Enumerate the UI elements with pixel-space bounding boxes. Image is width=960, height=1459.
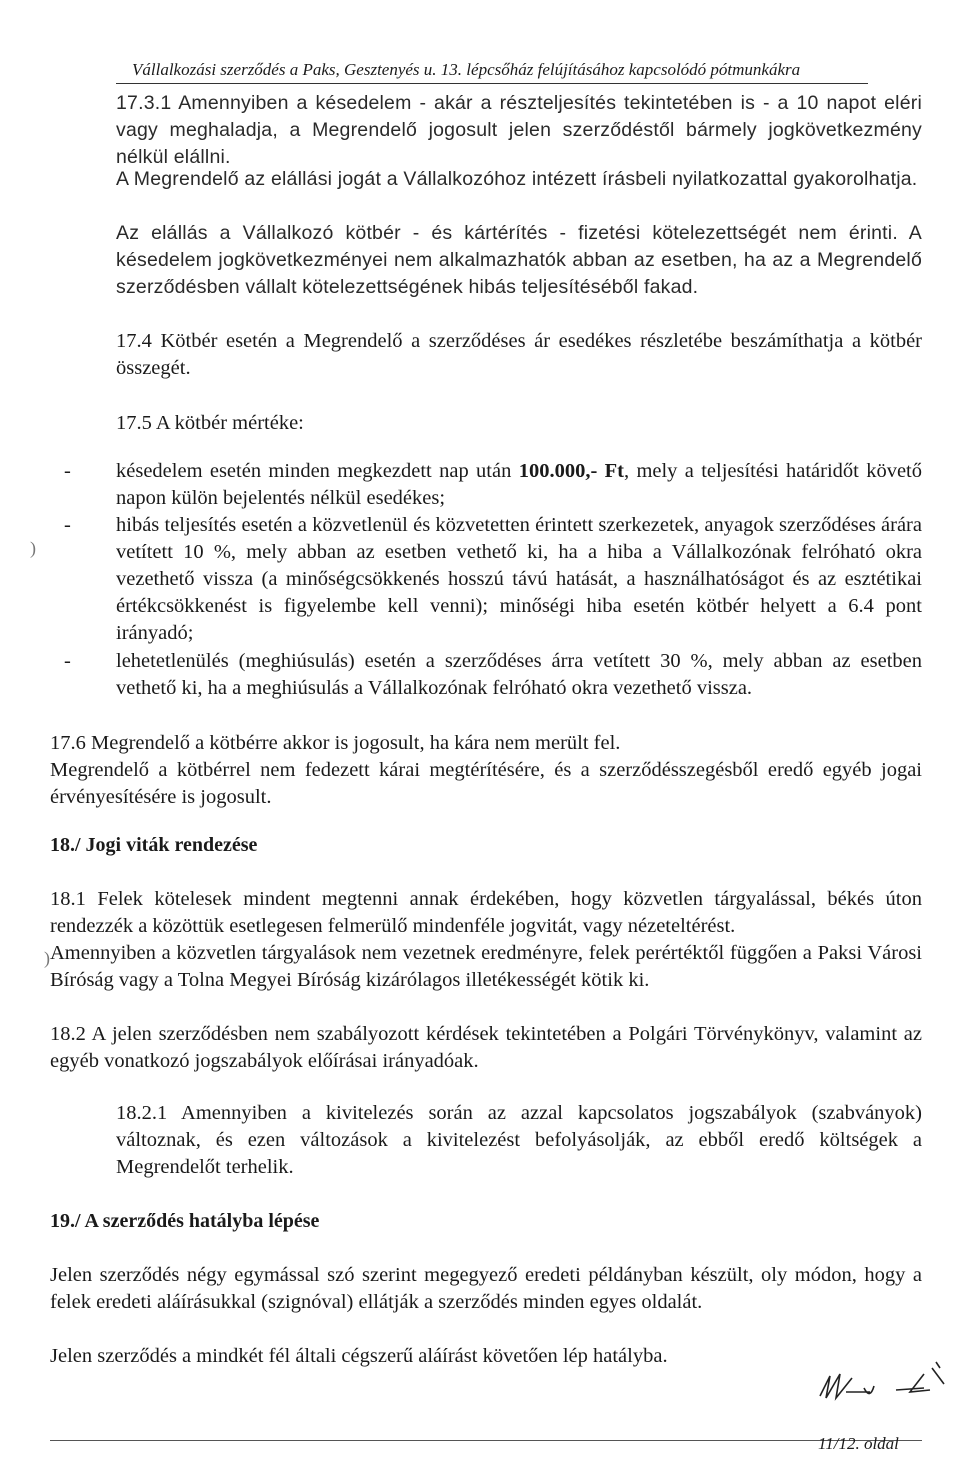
list-item-text: lehetetlenülés (meghiúsulás) esetén a szerződéses árra vetített 30 %, mely abban az esetben vethető ki, ha a meghiúsulás a Vállalkozónak felróható okra vezethető vissza. xyxy=(116,650,922,699)
section-heading-18: 18./ Jogi viták rendezése xyxy=(50,834,258,856)
paragraph-17-3-1: 17.3.1 Amennyiben a késedelem - akár a részteljesítés tekintetében is - a 10 napot eléri vagy meghaladja, a Megrendelő jogosult jelen szerződéstől bármely jogkövetkezmény nélkül elállni. xyxy=(116,92,922,168)
list-item-defective xyxy=(64,512,922,648)
page-header: Vállalkozási szerződés a Paks, Gesztenyés u. 13. lépcsőház felújításához kapcsolódó pótmunkákra xyxy=(132,60,801,79)
paragraph-17-3-1-effect: Az elállás a Vállalkozó kötbér - és kártérítés - fizetési kötelezettségét nem érinti. A késedelem jogkövetkezményei nem alkalmazhatók abban az esetben, ha az a Megrendelő szerződésben vállalt kötelezettségének hibás teljesítéséből fakad. xyxy=(116,222,922,298)
list-dash: - xyxy=(64,514,71,536)
section-heading-19: 19./ A szerződés hatályba lépése xyxy=(50,1210,320,1232)
list-dash: - xyxy=(64,650,71,672)
paragraph-17-4: 17.4 Kötbér esetén a Megrendelő a szerződéses ár esedékes részletébe beszámíthatja a kötbér összegét. xyxy=(116,330,922,379)
paragraph-18-2: 18.2 A jelen szerződésben nem szabályozott kérdések tekintetében a Polgári Törvénykönyv, valamint az egyéb vonatkozó jogszabályok előírásai irányadóak. xyxy=(50,1023,922,1072)
list-item-impossibility xyxy=(64,648,922,704)
paragraph-18-2-1: 18.2.1 Amennyiben a kivitelezés során az azzal kapcsolatos jogszabályok (szabványok) változnak, és ezen változások a kivitelezést befolyásolják, az ebből eredő költségek a Megrendelőt terhelik. xyxy=(116,1102,922,1178)
handwritten-signature xyxy=(812,1348,960,1418)
list-item-text: késedelem esetén minden megkezdett nap után 100.000,- Ft, mely a teljesítési határidőt követő napon külön bejelentés nélkül esedékes; xyxy=(116,460,922,509)
margin-scan-mark: ) xyxy=(44,948,50,968)
list-dash: - xyxy=(64,460,71,482)
list-item-text: hibás teljesítés esetén a közvetlenül és közvetetten érintett szerkezetek, anyagok szerződéses árára vetített 10 %, mely abban az esetben vethető ki, ha a hiba a Vállalkozónak felróható okra vezethető vissza (a minőségcsökkenés hosszú távú hatását, a használhatóságot és az esztétikai értékcsökkenést is figyelembe kell venni); minőségi hiba esetén kötbér helyett a 6.4 pont irányadó; xyxy=(116,514,922,644)
margin-scan-mark: ) xyxy=(30,538,36,558)
paragraph-17-6-continued: Megrendelő a kötbérrel nem fedezett kárai megtérítésére, és a szerződésszegésből eredő egyéb jogai érvényesítésére is jogosult. xyxy=(50,759,922,808)
paragraph-17-6: 17.6 Megrendelő a kötbérre akkor is jogosult, ha kára nem merült fel. xyxy=(50,732,621,754)
list-item-delay xyxy=(64,458,922,514)
paragraph-18-1: 18.1 Felek kötelesek mindent megtenni annak érdekében, hogy közvetlen tárgyalással, békés úton rendezzék a közöttük esetlegesen felmerülő mindenféle jogvitát, vagy nézeteltérést. xyxy=(50,888,922,937)
penalty-amount: 100.000,- Ft xyxy=(518,460,624,482)
paragraph-17-3-1-election: A Megrendelő az elállási jogát a Vállalkozóhoz intézett írásbeli nyilatkozattal gyakorolhatja. xyxy=(116,168,918,190)
paragraph-17-5: 17.5 A kötbér mértéke: xyxy=(116,412,304,434)
footer-rule xyxy=(50,1440,922,1441)
paragraph-19-copies: Jelen szerződés négy egymással szó szerint megegyező eredeti példányban készült, oly módon, hogy a felek eredeti aláírásukkal (szignóval) ellátják a szerződés minden egyes oldalát. xyxy=(50,1264,922,1313)
paragraph-18-1-court: Amennyiben a közvetlen tárgyalások nem vezetnek eredményre, felek perértéktől függően a Paksi Városi Bíróság vagy a Tolna Megyei Bíróság kizárólagos illetékességét kötik ki. xyxy=(50,942,922,991)
paragraph-19-effect: Jelen szerződés a mindkét fél általi cégszerű aláírást követően lép hatályba. xyxy=(50,1345,668,1367)
header-rule xyxy=(116,83,868,84)
page-number: 11/12. oldal xyxy=(818,1434,899,1453)
